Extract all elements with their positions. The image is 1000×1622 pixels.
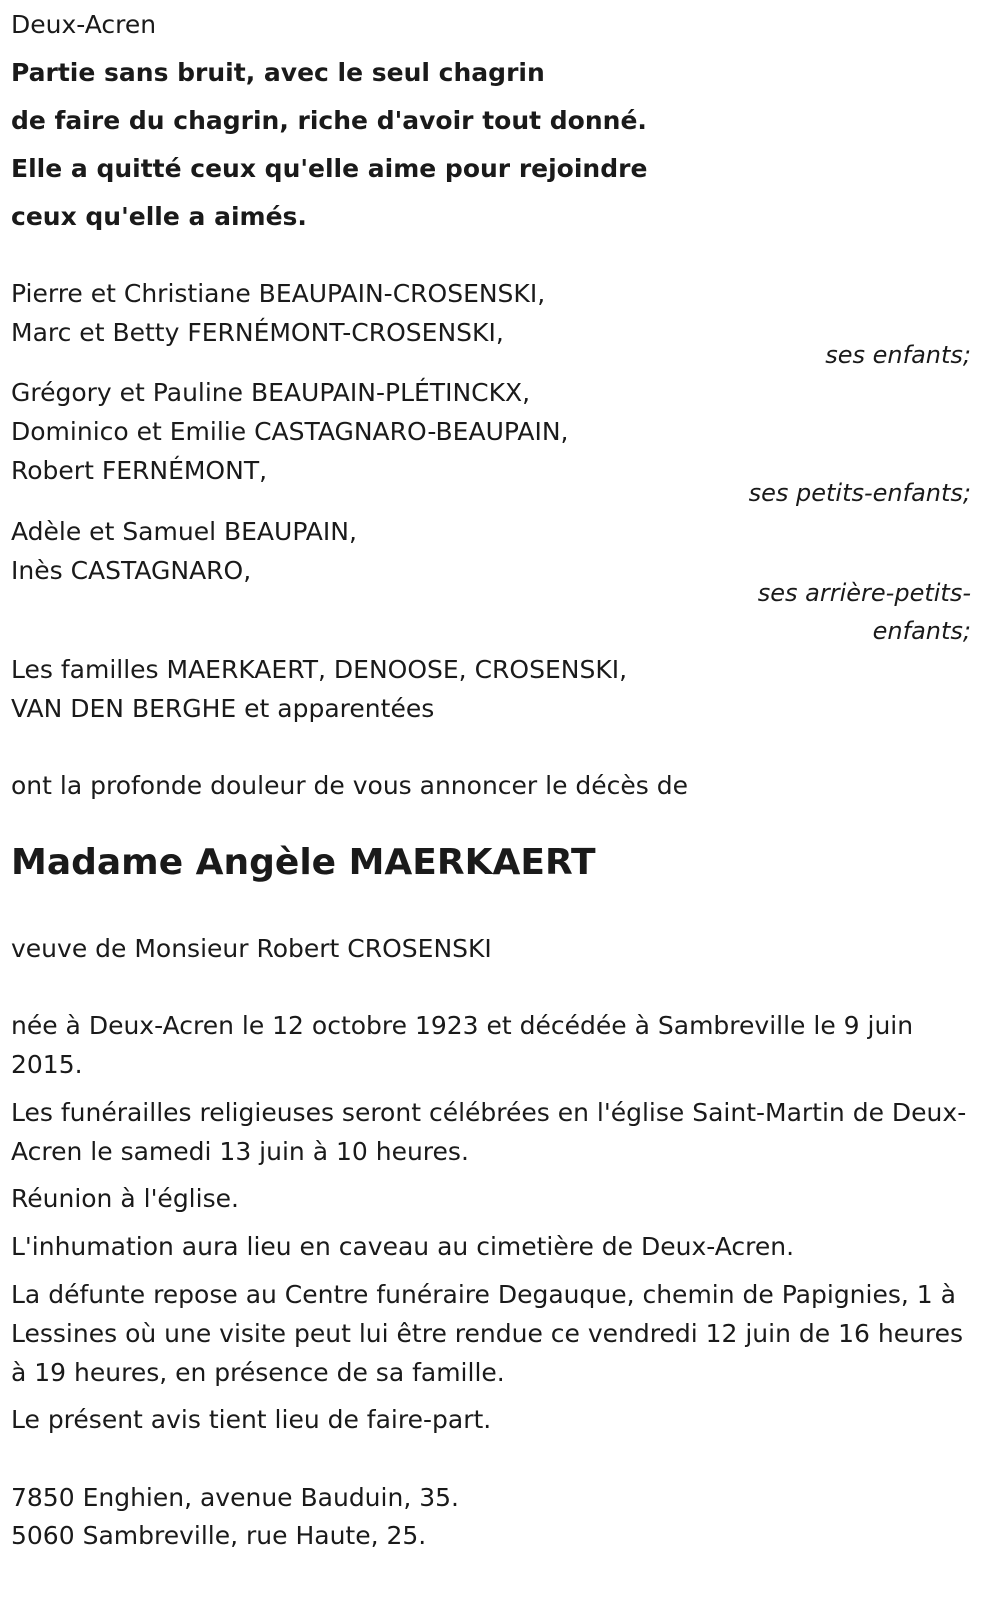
meeting-text: Réunion à l'église. xyxy=(11,1184,239,1213)
family-member-line: Les familles MAERKAERT, DENOOSE, CROSENSKI, xyxy=(11,655,628,684)
family-member-line: Robert FERNÉMONT, xyxy=(11,456,268,485)
family-member-line: Pierre et Christiane BEAUPAIN-CROSENSKI, xyxy=(11,279,546,308)
epitaph-line: Partie sans bruit, avec le seul chagrin xyxy=(11,58,545,87)
burial-text: L'inhumation aura lieu en caveau au cimetière de Deux-Acren. xyxy=(11,1232,795,1261)
epitaph-line: Elle a quitté ceux qu'elle aime pour rejoindre xyxy=(11,154,648,183)
family-member-line: Grégory et Pauline BEAUPAIN-PLÉTINCKX, xyxy=(11,378,531,407)
relation-label: ses arrière-petits- xyxy=(757,579,971,607)
address-line: 5060 Sambreville, rue Haute, 25. xyxy=(11,1521,427,1550)
epitaph-line: ceux qu'elle a aimés. xyxy=(11,202,307,231)
family-member-line: Inès CASTAGNARO, xyxy=(11,556,252,585)
family-member-line: Dominico et Emilie CASTAGNARO-BEAUPAIN, xyxy=(11,417,569,446)
family-member-line: VAN DEN BERGHE et apparentées xyxy=(11,694,435,723)
notice-text: Le présent avis tient lieu de faire-part. xyxy=(11,1405,492,1434)
visitation-text: La défunte repose au Centre funéraire Degauque, chemin de Papignies, 1 à Lessines où une visite peut lui être rendue ce vendredi 12 juin de 16 heures à 19 heures, en présence de sa famille. xyxy=(11,1280,964,1387)
obituary-notice xyxy=(11,0,971,1622)
place-header: Deux-Acren xyxy=(11,10,157,39)
address-line: 7850 Enghien, avenue Bauduin, 35. xyxy=(11,1483,459,1512)
announcement-text: ont la profonde douleur de vous annoncer le décès de xyxy=(11,771,689,800)
widow-of-text: veuve de Monsieur Robert CROSENSKI xyxy=(11,934,492,963)
relation-label: ses petits-enfants; xyxy=(748,479,971,507)
funeral-text: Les funérailles religieuses seront célébrées en l'église Saint-Martin de Deux-Acren le samedi 13 juin à 10 heures. xyxy=(11,1098,967,1166)
epitaph-line: de faire du chagrin, riche d'avoir tout donné. xyxy=(11,106,647,135)
deceased-name: Madame Angèle MAERKAERT xyxy=(11,842,596,883)
relation-label: enfants; xyxy=(872,617,971,645)
birth-death-text: née à Deux-Acren le 12 octobre 1923 et décédée à Sambreville le 9 juin 2015. xyxy=(11,1011,914,1079)
family-member-line: Marc et Betty FERNÉMONT-CROSENSKI, xyxy=(11,318,504,347)
family-member-line: Adèle et Samuel BEAUPAIN, xyxy=(11,517,357,546)
relation-label: ses enfants; xyxy=(825,341,971,369)
